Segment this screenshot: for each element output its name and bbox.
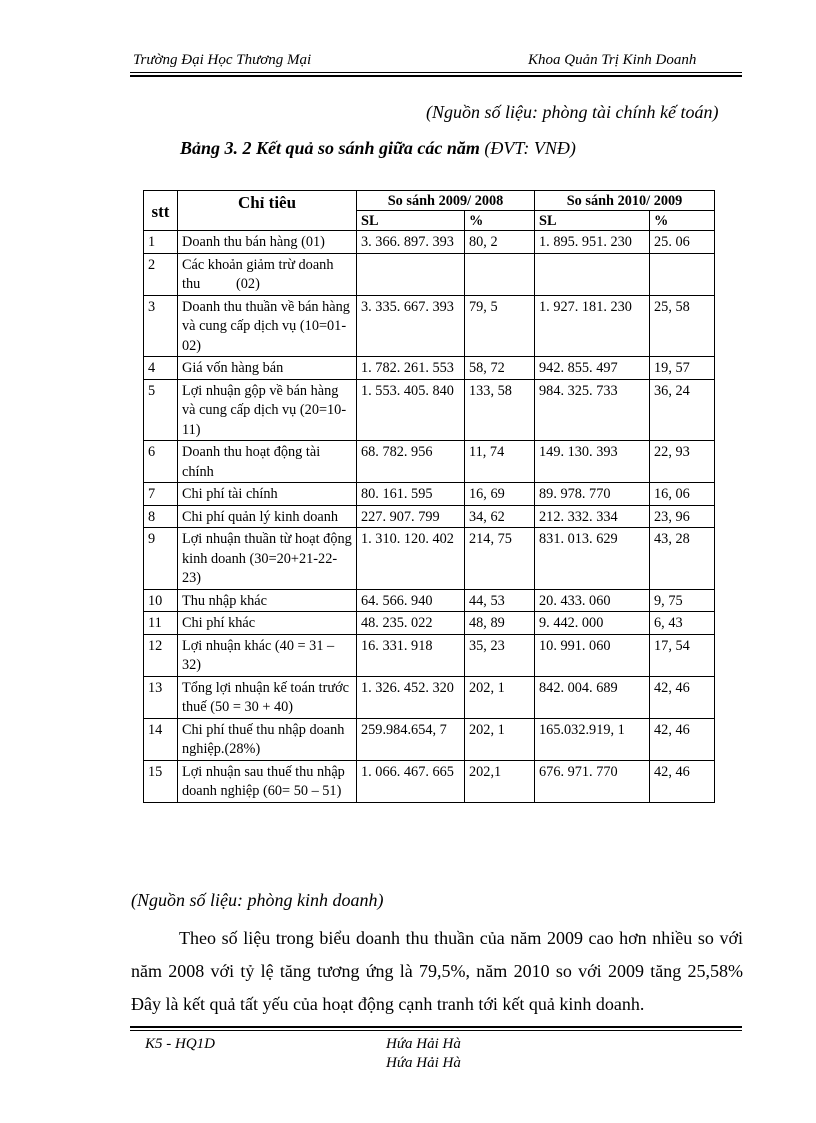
cell-chi-tieu: Lợi nhuận sau thuế thu nhập doanh nghiệp (60= 50 – 51) (178, 760, 357, 802)
header-compare-2010-2009: So sánh 2010/ 2009 (535, 191, 715, 211)
table-row (144, 676, 715, 718)
cell-chi-tieu: Lợi nhuận gộp về bán hàng và cung cấp dịch vụ (20=10-11) (178, 379, 357, 441)
cell-sl-2009: 64. 566. 940 (357, 589, 465, 612)
cell-sl-2010: 1. 927. 181. 230 (535, 295, 650, 357)
footer-rule (130, 1030, 742, 1031)
cell-sl-2010: 165.032.919, 1 (535, 718, 650, 760)
cell-pct-2010: 25. 06 (650, 231, 715, 254)
caption-title: Bảng 3. 2 Kết quả so sánh giữa các năm (180, 138, 480, 158)
cell-pct-2009: 202, 1 (465, 676, 535, 718)
cell-sl-2009: 16. 331. 918 (357, 634, 465, 676)
cell-sl-2010: 984. 325. 733 (535, 379, 650, 441)
cell-sl-2009: 48. 235. 022 (357, 612, 465, 635)
cell-chi-tieu: Chi phí khác (178, 612, 357, 635)
table-row (144, 760, 715, 802)
table-row (144, 589, 715, 612)
table-caption (180, 138, 576, 159)
cell-pct-2010: 22, 93 (650, 441, 715, 483)
cell-chi-tieu: Chi phí thuế thu nhập doanh nghiệp.(28%) (178, 718, 357, 760)
cell-sl-2010: 1. 895. 951. 230 (535, 231, 650, 254)
cell-sl-2010: 842. 004. 689 (535, 676, 650, 718)
cell-stt: 8 (144, 505, 178, 528)
header-stt: stt (144, 191, 178, 231)
cell-pct-2009: 133, 58 (465, 379, 535, 441)
source-note-top: (Nguồn số liệu: phòng tài chính kế toán) (426, 102, 719, 122)
cell-pct-2009: 16, 69 (465, 483, 535, 506)
cell-stt: 7 (144, 483, 178, 506)
cell-sl-2009: 3. 366. 897. 393 (357, 231, 465, 254)
cell-pct-2010: 25, 58 (650, 295, 715, 357)
header-pct: % (650, 211, 715, 231)
paragraph-text: Theo số liệu trong biểu doanh thu thuần của năm 2009 cao hơn nhiều so với năm 2008 với tỷ lệ tăng tương ứng là 79,5%, năm 2010 so với 2009 tăng 25,58% Đây là kết quả tất yếu của hoạt động cạnh tranh tới kết quả kinh doanh. (131, 928, 743, 1014)
footer-author-repeat: Hứa Hải Hà (386, 1055, 461, 1071)
cell-stt: 11 (144, 612, 178, 635)
source-note-bottom: (Nguồn số liệu: phòng kinh doanh) (131, 890, 384, 910)
cell-pct-2010: 17, 54 (650, 634, 715, 676)
cell-sl-2010: 831. 013. 629 (535, 528, 650, 590)
header-sl: SL (535, 211, 650, 231)
cell-pct-2009: 214, 75 (465, 528, 535, 590)
cell-sl-2009: 1. 310. 120. 402 (357, 528, 465, 590)
cell-sl-2010: 9. 442. 000 (535, 612, 650, 635)
cell-pct-2010: 42, 46 (650, 676, 715, 718)
cell-chi-tieu: Chi phí tài chính (178, 483, 357, 506)
cell-sl-2010: 149. 130. 393 (535, 441, 650, 483)
cell-pct-2010: 43, 28 (650, 528, 715, 590)
cell-pct-2009: 34, 62 (465, 505, 535, 528)
cell-stt: 6 (144, 441, 178, 483)
table-row (144, 612, 715, 635)
footer-rule-thick (130, 1026, 742, 1028)
cell-stt: 15 (144, 760, 178, 802)
cell-pct-2010 (650, 253, 715, 295)
cell-chi-tieu: Lợi nhuận khác (40 = 31 – 32) (178, 634, 357, 676)
table-row (144, 441, 715, 483)
table-row (144, 295, 715, 357)
cell-sl-2010: 212. 332. 334 (535, 505, 650, 528)
cell-stt: 1 (144, 231, 178, 254)
cell-sl-2010: 676. 971. 770 (535, 760, 650, 802)
header-sl: SL (357, 211, 465, 231)
header-rule-thick (130, 75, 742, 77)
cell-pct-2010: 36, 24 (650, 379, 715, 441)
table-row (144, 505, 715, 528)
cell-sl-2010: 942. 855. 497 (535, 357, 650, 380)
table-header-row (144, 191, 715, 211)
cell-stt: 3 (144, 295, 178, 357)
cell-pct-2010: 42, 46 (650, 718, 715, 760)
header-compare-2009-2008: So sánh 2009/ 2008 (357, 191, 535, 211)
cell-sl-2009: 80. 161. 595 (357, 483, 465, 506)
table-row (144, 483, 715, 506)
cell-stt: 13 (144, 676, 178, 718)
cell-stt: 5 (144, 379, 178, 441)
cell-stt: 10 (144, 589, 178, 612)
header-pct: % (465, 211, 535, 231)
table-row (144, 634, 715, 676)
header-school: Trường Đại Học Thương Mại (133, 52, 312, 68)
cell-pct-2009: 11, 74 (465, 441, 535, 483)
cell-stt: 14 (144, 718, 178, 760)
cell-pct-2010: 9, 75 (650, 589, 715, 612)
table-row (144, 528, 715, 590)
cell-chi-tieu: Tổng lợi nhuận kế toán trước thuế (50 = 30 + 40) (178, 676, 357, 718)
cell-stt: 4 (144, 357, 178, 380)
cell-sl-2010: 10. 991. 060 (535, 634, 650, 676)
cell-pct-2009: 35, 23 (465, 634, 535, 676)
footer-author: Hứa Hải Hà (386, 1036, 461, 1052)
cell-pct-2010: 42, 46 (650, 760, 715, 802)
cell-chi-tieu: Lợi nhuận thuần từ hoạt động kinh doanh (30=20+21-22-23) (178, 528, 357, 590)
cell-pct-2009: 202,1 (465, 760, 535, 802)
cell-pct-2009 (465, 253, 535, 295)
cell-chi-tieu: Chi phí quản lý kinh doanh (178, 505, 357, 528)
cell-sl-2009: 1. 553. 405. 840 (357, 379, 465, 441)
cell-sl-2009 (357, 253, 465, 295)
cell-sl-2009: 1. 066. 467. 665 (357, 760, 465, 802)
header-rule (130, 72, 742, 73)
cell-pct-2010: 6, 43 (650, 612, 715, 635)
cell-chi-tieu: Doanh thu thuần về bán hàng và cung cấp dịch vụ (10=01-02) (178, 295, 357, 357)
table-row (144, 357, 715, 380)
table-row (144, 253, 715, 295)
cell-pct-2010: 23, 96 (650, 505, 715, 528)
cell-chi-tieu: Doanh thu hoạt động tài chính (178, 441, 357, 483)
cell-sl-2010 (535, 253, 650, 295)
table-row (144, 718, 715, 760)
cell-chi-tieu: Thu nhập khác (178, 589, 357, 612)
cell-pct-2009: 58, 72 (465, 357, 535, 380)
cell-pct-2010: 19, 57 (650, 357, 715, 380)
cell-sl-2009: 1. 782. 261. 553 (357, 357, 465, 380)
table-row (144, 379, 715, 441)
cell-sl-2010: 89. 978. 770 (535, 483, 650, 506)
cell-stt: 9 (144, 528, 178, 590)
cell-sl-2009: 68. 782. 956 (357, 441, 465, 483)
header-faculty: Khoa Quản Trị Kinh Doanh (528, 52, 697, 68)
cell-sl-2009: 1. 326. 452. 320 (357, 676, 465, 718)
header-chi-tieu: Chỉ tiêu (178, 191, 357, 231)
cell-pct-2009: 80, 2 (465, 231, 535, 254)
caption-unit: (ĐVT: VNĐ) (479, 138, 576, 158)
cell-sl-2009: 227. 907. 799 (357, 505, 465, 528)
comparison-table (143, 190, 715, 803)
cell-chi-tieu: Các khoản giảm trừ doanh thu (02) (178, 253, 357, 295)
cell-pct-2009: 202, 1 (465, 718, 535, 760)
cell-sl-2009: 259.984.654, 7 (357, 718, 465, 760)
cell-chi-tieu: Giá vốn hàng bán (178, 357, 357, 380)
cell-sl-2010: 20. 433. 060 (535, 589, 650, 612)
cell-stt: 2 (144, 253, 178, 295)
cell-pct-2009: 48, 89 (465, 612, 535, 635)
cell-pct-2010: 16, 06 (650, 483, 715, 506)
cell-chi-tieu: Doanh thu bán hàng (01) (178, 231, 357, 254)
footer-class: K5 - HQ1D (145, 1036, 215, 1052)
body-paragraph (131, 922, 743, 1021)
cell-pct-2009: 79, 5 (465, 295, 535, 357)
cell-sl-2009: 3. 335. 667. 393 (357, 295, 465, 357)
table-row (144, 231, 715, 254)
cell-stt: 12 (144, 634, 178, 676)
cell-pct-2009: 44, 53 (465, 589, 535, 612)
